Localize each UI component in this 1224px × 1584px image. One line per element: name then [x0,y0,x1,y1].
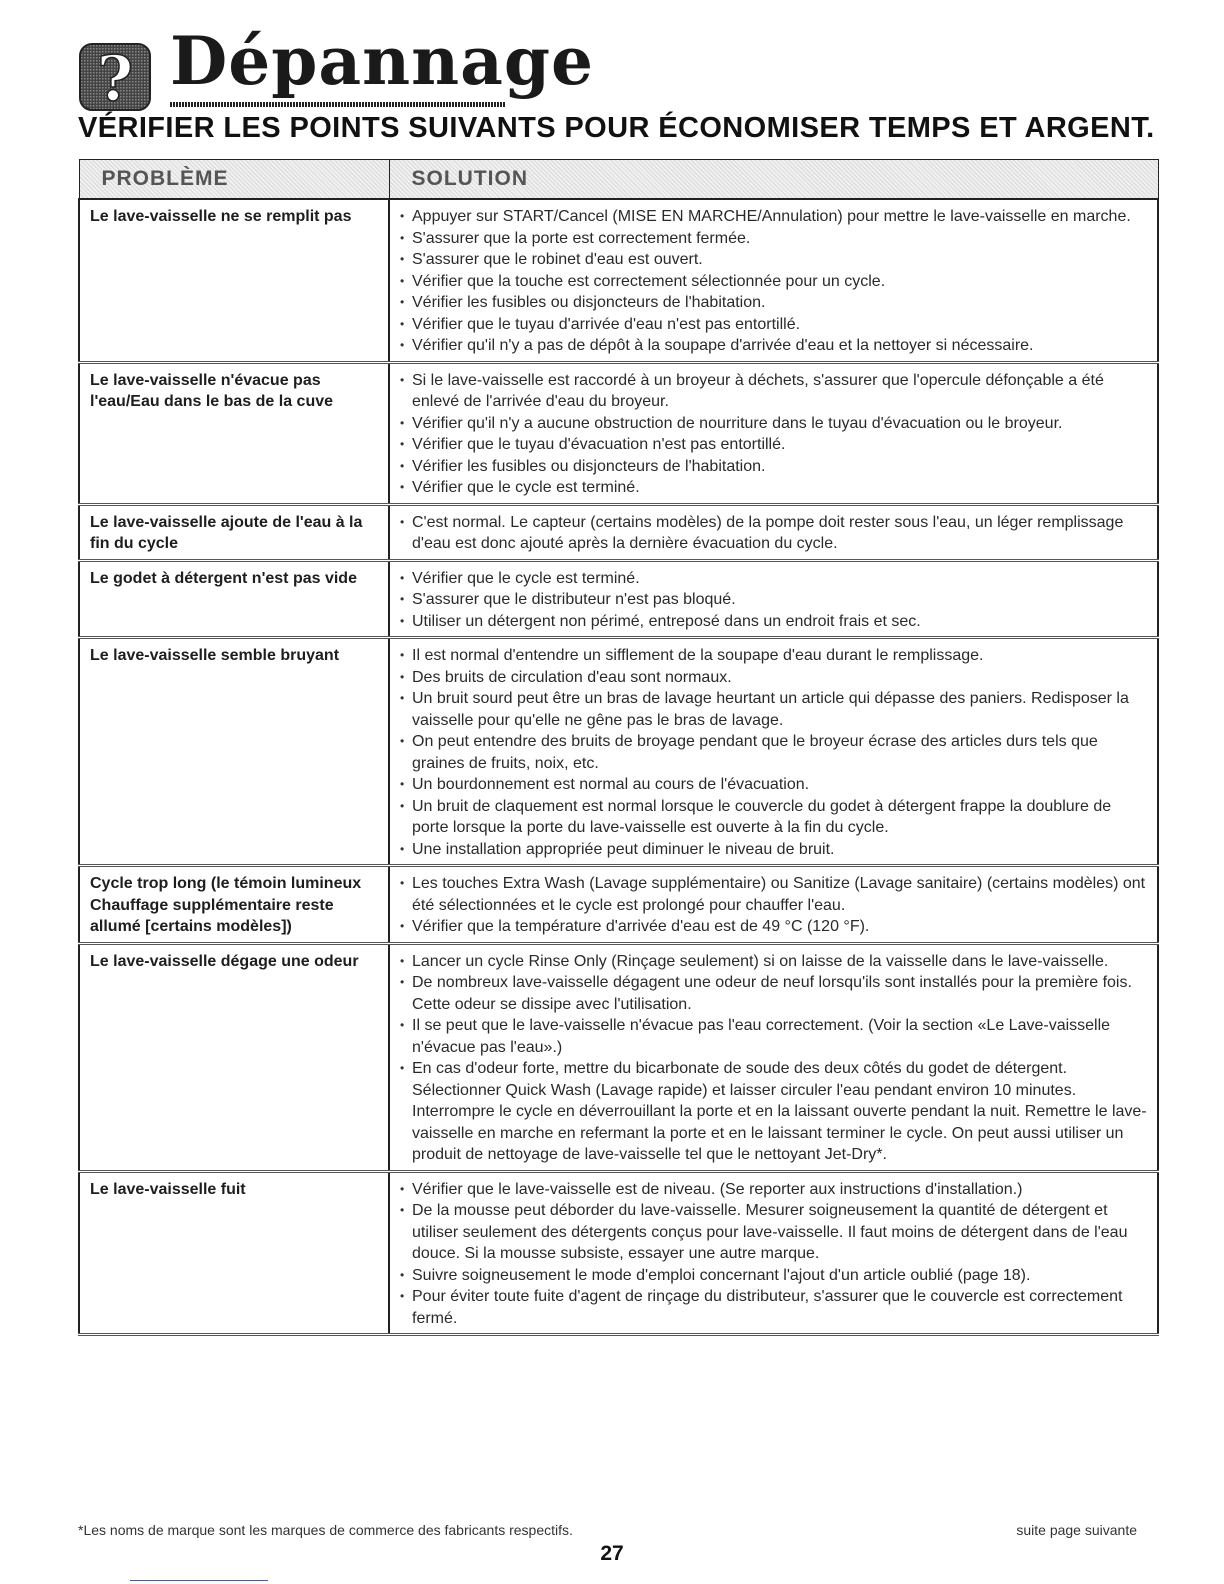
solution-list [400,512,1147,555]
table-header-row [79,160,1158,200]
solution-item: • Suivre soigneusement le mode d'emploi concernant l'ajout d'un article oublié (page 18). [400,1265,1147,1287]
table-body [79,199,1158,1335]
problem-cell: Cycle trop long (le témoin lumineux Chauffage supplémentaire reste allumé [certains modèles]) [79,866,389,944]
solution-cell [389,1171,1158,1335]
solution-item: • Vérifier que le cycle est terminé. [400,477,1147,499]
solution-item: • S'assurer que le robinet d'eau est ouvert. [400,249,1147,271]
solution-cell [389,638,1158,866]
solution-item: • Pour éviter toute fuite d'agent de rinçage du distributeur, s'assurer que le couvercle est correctement fermé. [400,1286,1147,1329]
solution-cell [389,943,1158,1171]
solution-item: • Vérifier que le lave-vaisselle est de niveau. (Se reporter aux instructions d'installation.) [400,1179,1147,1201]
solution-cell [389,866,1158,944]
solution-item: • Vérifier les fusibles ou disjoncteurs de l'habitation. [400,456,1147,478]
column-header-problem: PROBLÈME [79,160,389,200]
question-mark-icon [78,42,152,112]
title-underline [170,102,506,107]
solution-cell [389,362,1158,504]
solution-item: • Une installation appropriée peut diminuer le niveau de bruit. [400,839,1147,861]
solution-item: • Un bruit sourd peut être un bras de lavage heurtant un article qui dépasse des paniers. Redisposer la vaisselle pour qu'elle ne gêne pas le bras de lavage. [400,688,1147,731]
solution-cell [389,560,1158,638]
solution-item: • Appuyer sur START/Cancel (MISE EN MARCHE/Annulation) pour mettre le lave-vaisselle en marche. [400,206,1147,228]
solution-item: • Vérifier qu'il n'y a pas de dépôt à la soupape d'arrivée d'eau et la nettoyer si nécessaire. [400,335,1147,357]
problem-cell: Le lave-vaisselle n'évacue pas l'eau/Eau dans le bas de la cuve [79,362,389,504]
solution-item: • S'assurer que le distributeur n'est pas bloqué. [400,589,1147,611]
page-number: 27 [600,1542,624,1565]
solution-cell [389,504,1158,560]
solution-item: • Si le lave-vaisselle est raccordé à un broyeur à déchets, s'assurer que l'opercule défonçable a été enlevé de l'arrivée d'eau du broyeur. [400,370,1147,413]
solution-item: • En cas d'odeur forte, mettre du bicarbonate de soude des deux côtés du godet de détergent. Sélectionner Quick Wash (Lavage rapide) et laisser circuler l'eau pendant environ 10 minutes. Interrompre le cycle en déverrouillant la porte et en la laissant ouverte pendant la nuit. Remettre le lave-vaisselle en marche en refermant la porte et en le laissant terminer le cycle. On peut aussi utiliser un produit de nettoyage de lave-vaisselle tel que le nettoyant Jet-Dry*. [400,1058,1147,1166]
table-row [79,362,1158,504]
page-header [78,22,1158,112]
solution-item: • Vérifier que la touche est correctement sélectionnée pour un cycle. [400,271,1147,293]
problem-cell: Le lave-vaisselle ne se remplit pas [79,199,389,362]
solution-item: • Vérifier que le tuyau d'arrivée d'eau n'est pas entortillé. [400,314,1147,336]
solution-item: • Des bruits de circulation d'eau sont normaux. [400,667,1147,689]
table-row [79,504,1158,560]
page-title: Dépannage [170,22,595,100]
solution-item: • Il est normal d'entendre un sifflement de la soupape d'eau durant le remplissage. [400,645,1147,667]
solution-item: • De la mousse peut déborder du lave-vaisselle. Mesurer soigneusement la quantité de détergent et utiliser seulement des détergents conçus pour lave-vaisselle. Il faut moins de détergent dans de l'eau douce. Si la mousse subsiste, essayer une autre marque. [400,1200,1147,1265]
solution-item: • Un bourdonnement est normal au cours de l'évacuation. [400,774,1147,796]
solution-list [400,568,1147,633]
solution-item: • Vérifier qu'il n'y a aucune obstruction de nourriture dans le tuyau d'évacuation ou le broyeur. [400,413,1147,435]
solution-item: • Vérifier que le tuyau d'évacuation n'est pas entortillé. [400,434,1147,456]
column-header-solution: SOLUTION [389,160,1158,200]
table-row [79,560,1158,638]
solution-item: • Vérifier les fusibles ou disjoncteurs de l'habitation. [400,292,1147,314]
decorative-line [130,1580,268,1581]
solution-item: • Utiliser un détergent non périmé, entreposé dans un endroit frais et sec. [400,611,1147,633]
solution-item: • Vérifier que le cycle est terminé. [400,568,1147,590]
solution-list [400,370,1147,499]
solution-item: • On peut entendre des bruits de broyage pendant que le broyeur écrase des articles durs tels que graines de fruits, noix, etc. [400,731,1147,774]
solution-list [400,1179,1147,1330]
svg-text:?: ? [96,42,134,112]
section-subtitle: VÉRIFIER LES POINTS SUIVANTS POUR ÉCONOMISER TEMPS ET ARGENT. [78,112,1155,144]
problem-cell: Le lave-vaisselle ajoute de l'eau à la fin du cycle [79,504,389,560]
problem-cell: Le lave-vaisselle fuit [79,1171,389,1335]
troubleshooting-table [78,159,1159,1336]
solution-list [400,645,1147,860]
solution-item: • Les touches Extra Wash (Lavage supplémentaire) ou Sanitize (Lavage sanitaire) (certains modèles) ont été sélectionnées et le cycle est prolongé pour chauffer l'eau. [400,873,1147,916]
table-row [79,1171,1158,1335]
solution-item: • S'assurer que la porte est correctement fermée. [400,228,1147,250]
solution-list [400,873,1147,938]
solution-item: • Vérifier que la température d'arrivée d'eau est de 49 °C (120 °F). [400,916,1147,938]
solution-item: • De nombreux lave-vaisselle dégagent une odeur de neuf lorsqu'ils sont installés pour la première fois. Cette odeur se dissipe avec l'utilisation. [400,972,1147,1015]
table-row [79,866,1158,944]
continued-note: suite page suivante [1016,1522,1137,1538]
table-row [79,638,1158,866]
solution-item: • Il se peut que le lave-vaisselle n'évacue pas l'eau correctement. (Voir la section «Le Lave-vaisselle n'évacue pas l'eau».) [400,1015,1147,1058]
table-row [79,199,1158,362]
solution-item: • C'est normal. Le capteur (certains modèles) de la pompe doit rester sous l'eau, un léger remplissage d'eau est donc ajouté après la dernière évacuation du cycle. [400,512,1147,555]
table-row [79,943,1158,1171]
problem-cell: Le lave-vaisselle semble bruyant [79,638,389,866]
solution-list [400,951,1147,1166]
solution-list [400,206,1147,357]
solution-item: • Un bruit de claquement est normal lorsque le couvercle du godet à détergent frappe la doublure de porte lorsque la porte du lave-vaisselle est ouverte à la fin du cycle. [400,796,1147,839]
solution-item: • Lancer un cycle Rinse Only (Rinçage seulement) si on laisse de la vaisselle dans le lave-vaisselle. [400,951,1147,973]
problem-cell: Le lave-vaisselle dégage une odeur [79,943,389,1171]
solution-cell [389,199,1158,362]
trademark-footnote: *Les noms de marque sont les marques de commerce des fabricants respectifs. [78,1522,573,1538]
problem-cell: Le godet à détergent n'est pas vide [79,560,389,638]
